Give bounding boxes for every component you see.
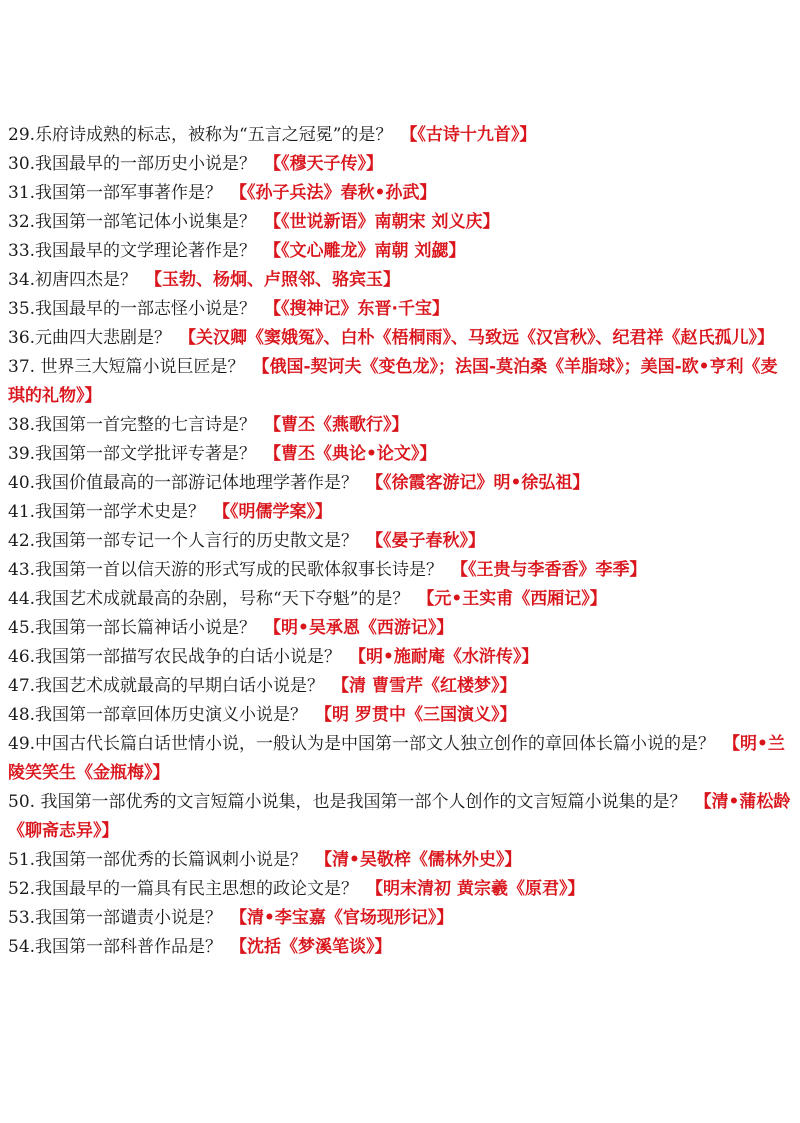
- list-item: [8, 527, 794, 556]
- list-item: [8, 266, 794, 295]
- list-item: [8, 411, 794, 440]
- answer-text: 【《明儒学案》】: [213, 502, 333, 522]
- question-text: 45.我国第一部长篇神话小说是？: [8, 618, 257, 638]
- question-text: 35.我国最早的一部志怪小说是？: [8, 299, 257, 319]
- question-text: 38.我国第一首完整的七言诗是？: [8, 415, 257, 435]
- list-item: [8, 150, 794, 179]
- answer-text: 【俄国-契诃夫《变色龙》；法国-莫泊桑《羊脂球》；美国-欧•亨利《麦琪的礼物》】: [8, 357, 778, 406]
- question-text: 46.我国第一部描写农民战争的白话小说是？: [8, 647, 342, 667]
- list-item: [8, 440, 794, 469]
- answer-text: 【明•吴承恩《西游记》】: [264, 618, 454, 638]
- answer-text: 【《世说新语》南朝宋 刘义庆】: [264, 212, 500, 232]
- list-item: [8, 208, 794, 237]
- answer-text: 【清•吴敬梓《儒林外史》】: [315, 850, 522, 870]
- answer-text: 【明 罗贯中《三国演义》】: [315, 705, 517, 725]
- question-text: 43.我国第一首以信天游的形式写成的民歌体叙事长诗是？: [8, 560, 444, 580]
- question-text: 51.我国第一部优秀的长篇讽刺小说是？: [8, 850, 308, 870]
- list-item: [8, 556, 794, 585]
- question-text: 37. 世界三大短篇小说巨匠是？: [8, 357, 245, 377]
- answer-text: 【《徐霞客游记》明•徐弘祖】: [366, 473, 590, 493]
- answer-text: 【元•王实甫《西厢记》】: [417, 589, 607, 609]
- list-item: [8, 672, 794, 701]
- question-text: 50. 我国第一部优秀的文言短篇小说集，也是我国第一部个人创作的文言短篇小说集的是？: [8, 792, 687, 812]
- list-item: [8, 324, 794, 353]
- list-item: [8, 875, 794, 904]
- list-item: [8, 295, 794, 324]
- answer-text: 【清 曹雪芹《红楼梦》】: [332, 676, 517, 696]
- answer-text: 【《孙子兵法》春秋•孙武】: [230, 183, 437, 203]
- list-item: [8, 846, 794, 875]
- list-item: [8, 904, 794, 933]
- question-text: 30.我国最早的一部历史小说是？: [8, 154, 257, 174]
- question-text: 52.我国最早的一篇具有民主思想的政论文是？: [8, 879, 359, 899]
- question-text: 49.中国古代长篇白话世情小说，一般认为是中国第一部文人独立创作的章回体长篇小说的是？: [8, 734, 716, 754]
- answer-text: 【玉勃、杨炯、卢照邻、骆宾玉】: [145, 270, 401, 290]
- question-text: 31.我国第一部军事著作是？: [8, 183, 223, 203]
- question-text: 29.乐府诗成熟的标志，被称为“五言之冠冕”的是？: [8, 125, 393, 145]
- list-item: [8, 585, 794, 614]
- list-item: [8, 730, 794, 788]
- answer-text: 【《文心雕龙》南朝 刘勰】: [264, 241, 466, 261]
- question-text: 54.我国第一部科普作品是？: [8, 937, 223, 957]
- question-text: 41.我国第一部学术史是？: [8, 502, 206, 522]
- list-item: [8, 788, 794, 846]
- question-text: 39.我国第一部文学批评专著是？: [8, 444, 257, 464]
- answer-text: 【清•蒲松龄《聊斋志异》】: [8, 792, 791, 841]
- answer-text: 【明末清初 黄宗羲《原君》】: [366, 879, 585, 899]
- answer-text: 【关汉卿《窦娥冤》、白朴《梧桐雨》、马致远《汉宫秋》、纪君祥《赵氏孤儿》】: [179, 328, 775, 348]
- question-answer-list: [8, 121, 794, 962]
- list-item: [8, 701, 794, 730]
- list-item: [8, 179, 794, 208]
- list-item: [8, 498, 794, 527]
- question-text: 32.我国第一部笔记体小说集是？: [8, 212, 257, 232]
- answer-text: 【《穆天子传》】: [264, 154, 384, 174]
- list-item: [8, 353, 794, 411]
- list-item: [8, 643, 794, 672]
- question-text: 44.我国艺术成就最高的杂剧，号称“天下夺魁”的是？: [8, 589, 410, 609]
- answer-text: 【沈括《梦溪笔谈》】: [230, 937, 392, 957]
- question-text: 36.元曲四大悲剧是？: [8, 328, 172, 348]
- question-text: 33.我国最早的文学理论著作是？: [8, 241, 257, 261]
- list-item: [8, 933, 794, 962]
- question-text: 42.我国第一部专记一个人言行的历史散文是？: [8, 531, 359, 551]
- answer-text: 【《晏子春秋》】: [366, 531, 486, 551]
- answer-text: 【《古诗十九首》】: [400, 125, 537, 145]
- question-text: 48.我国第一部章回体历史演义小说是？: [8, 705, 308, 725]
- answer-text: 【明•施耐庵《水浒传》】: [349, 647, 539, 667]
- list-item: [8, 237, 794, 266]
- answer-text: 【曹丕《典论•论文》】: [264, 444, 437, 464]
- answer-text: 【《王贵与李香香》李季】: [451, 560, 647, 580]
- list-item: [8, 121, 794, 150]
- answer-text: 【明•兰陵笑笑生《金瓶梅》】: [8, 734, 785, 783]
- answer-text: 【清•李宝嘉《官场现形记》】: [230, 908, 454, 928]
- question-text: 40.我国价值最高的一部游记体地理学著作是？: [8, 473, 359, 493]
- list-item: [8, 614, 794, 643]
- answer-text: 【曹丕《燕歌行》】: [264, 415, 409, 435]
- answer-text: 【《搜神记》东晋·千宝】: [264, 299, 450, 319]
- question-text: 47.我国艺术成就最高的早期白话小说是？: [8, 676, 325, 696]
- question-text: 53.我国第一部谴责小说是？: [8, 908, 223, 928]
- list-item: [8, 469, 794, 498]
- question-text: 34.初唐四杰是？: [8, 270, 138, 290]
